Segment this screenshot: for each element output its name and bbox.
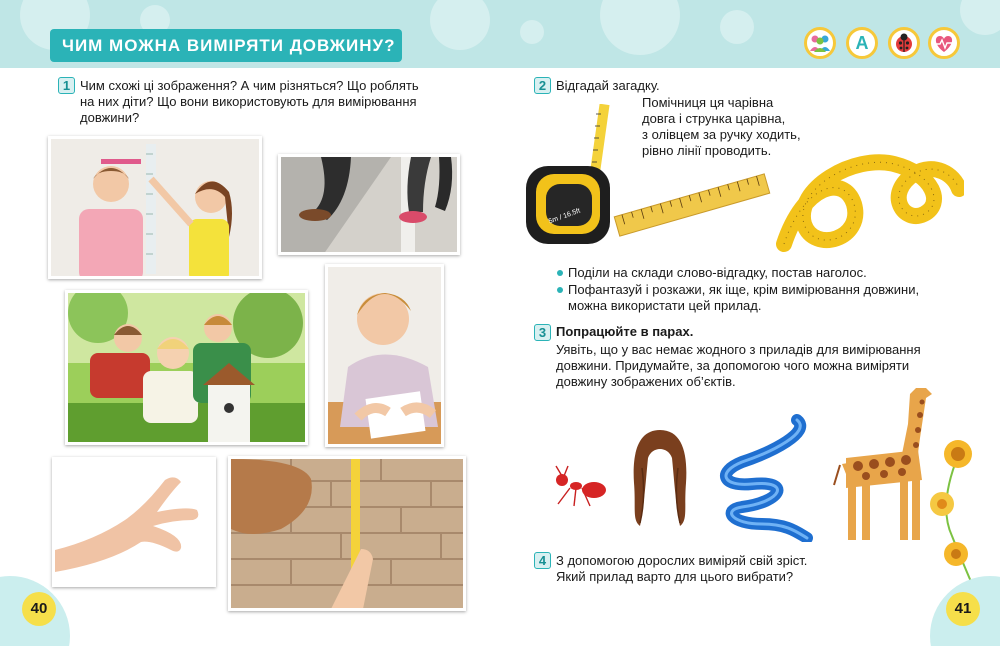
page-title-bar <box>50 29 402 62</box>
bullet-2-line-2: можна використати цей прилад. <box>568 298 762 313</box>
finger-gesture-photo <box>52 457 216 587</box>
task-4-line-2: Який прилад варто для цього вибрати? <box>556 569 794 584</box>
task-2-number: 2 <box>534 77 551 94</box>
task-3-line-1: Уявіть, що у вас немає жодного з приладів для вимірювання <box>556 342 921 357</box>
riddle-line-3: з олівцем за ручку ходить, <box>642 127 801 142</box>
ant-image <box>548 462 610 510</box>
kids-height-photo <box>48 136 262 279</box>
page-title: ЧИМ МОЖНА ВИМІРЯТИ ДОВЖИНУ? <box>62 36 396 55</box>
tape-measure-image <box>522 104 622 249</box>
riddle-line-1: Помічниця ця чарівна <box>642 95 774 110</box>
ruler-image <box>612 165 772 245</box>
brick-wall-photo <box>228 456 466 611</box>
boy-drawing-photo <box>325 264 444 447</box>
heart-pulse-icon <box>928 27 960 59</box>
riddle-line-4: рівно лінії проводить. <box>642 143 772 158</box>
hair-image <box>630 428 690 528</box>
bullet-2 <box>557 287 563 293</box>
task-3-line-2: довжини. Придумайте, за допомогою чого можна виміряти <box>556 358 910 373</box>
bullet-1-line-1: Поділи на склади слово-відгадку, постав наголос. <box>568 265 867 280</box>
bullet-1 <box>557 270 563 276</box>
task-2-intro: Відгадай загадку. <box>556 78 660 93</box>
page-number-right: 41 <box>946 592 980 626</box>
task-1-line-2: на них діти? Що вони використовують для вимірювання <box>80 94 417 109</box>
tape-label: 5m / 16.5ft <box>547 207 582 226</box>
sewing-tape-image <box>774 144 964 256</box>
giraffe-image <box>830 380 942 546</box>
bullet-2-line-1: Пофантазуй і розкажи, як іще, крім вимірювання довжини, <box>568 282 920 297</box>
task-3-line-3: довжину зображених об’єктів. <box>556 374 736 389</box>
riddle-line-2: довга і струнка царівна, <box>642 111 786 126</box>
kids-garden-photo <box>65 290 308 445</box>
task-4-number: 4 <box>534 552 551 569</box>
page-number-left: 40 <box>22 592 56 626</box>
task-3-number: 3 <box>534 324 551 341</box>
group-icon <box>804 27 836 59</box>
ladybug-icon <box>888 27 920 59</box>
task-1-number: 1 <box>58 77 75 94</box>
task-1-line-3: довжини? <box>80 110 140 125</box>
task-1-line-1: Чим схожі ці зображення? А чим різняться? Що роблять <box>80 78 419 93</box>
flowers-decoration <box>930 436 976 586</box>
letter-a-icon: A <box>846 27 878 59</box>
task-3-heading: Попрацюйте в парах. <box>556 324 694 339</box>
task-4-line-1: З допомогою дорослих виміряй свій зріст. <box>556 553 808 568</box>
ribbon-image <box>712 412 814 542</box>
walking-step-photo <box>278 154 460 255</box>
